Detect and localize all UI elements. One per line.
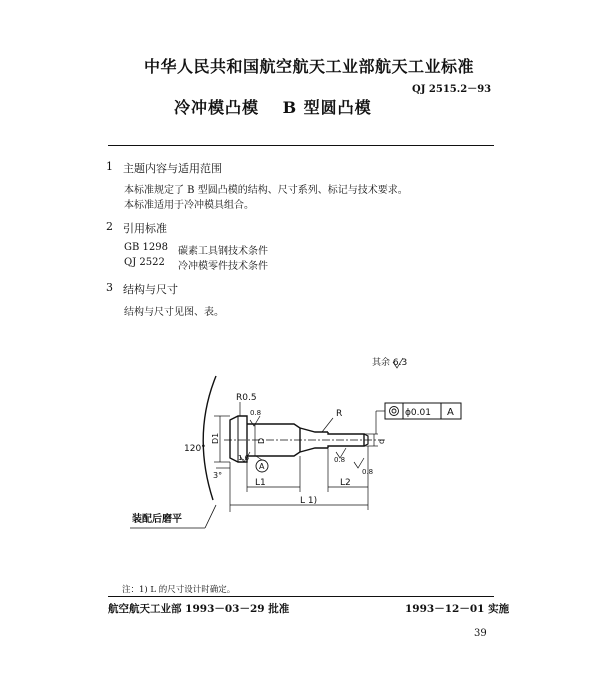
document-title: 冷冲模凸模 B 型圆凸模 bbox=[174, 98, 372, 117]
radius-r-label: R bbox=[336, 409, 343, 419]
footer-rule bbox=[108, 596, 494, 597]
roughness-b: 1.6 bbox=[238, 454, 250, 462]
radius-label: R0.5 bbox=[236, 393, 257, 403]
footnote: 注：1) L 的尺寸设计时确定。 bbox=[122, 585, 236, 595]
issuing-organization: 中华人民共和国航空航天工业部航天工业标准 bbox=[144, 57, 475, 76]
roughness-d: 0.8 bbox=[362, 468, 374, 476]
section-3-line-1: 结构与尺寸见图、表。 bbox=[124, 307, 224, 318]
datum-a-label: A bbox=[259, 462, 265, 471]
reference-title: 冷冲模零件技术条件 bbox=[178, 261, 268, 272]
section-number: 3 bbox=[106, 281, 113, 294]
implementation-date: 1993－12－01 实施 bbox=[405, 603, 510, 615]
angle-3-label: 3° bbox=[213, 471, 223, 480]
dim-l-label: L 1) bbox=[300, 496, 318, 506]
page-number: 39 bbox=[474, 628, 487, 639]
section-1-line-1: 本标准规定了 B 型圆凸模的结构、尺寸系列、标记与技术要求。 bbox=[124, 185, 408, 196]
tolerance-value: ϕ0.01 bbox=[405, 408, 431, 418]
dim-d1-label: D1 bbox=[211, 432, 220, 444]
section-1-line-2: 本标准适用于冷冲模具组合。 bbox=[124, 200, 254, 211]
roughness-symbol bbox=[354, 458, 364, 468]
dim-d-label: D bbox=[257, 437, 266, 444]
angle-label: 120° bbox=[184, 444, 206, 454]
assembly-note: 装配后磨平 bbox=[132, 514, 182, 525]
dim-l1-label: L1 bbox=[255, 478, 266, 488]
reference-code: QJ 2522 bbox=[124, 257, 165, 268]
section-title: 主题内容与适用范围 bbox=[123, 162, 222, 175]
concentricity-icon bbox=[390, 407, 399, 416]
section-title: 引用标准 bbox=[123, 222, 167, 235]
standard-number: QJ 2515.2－93 bbox=[412, 84, 492, 95]
roughness-a: 0.8 bbox=[250, 409, 262, 417]
dim-l2-label: L2 bbox=[340, 478, 351, 488]
reference-title: 碳素工具钢技术条件 bbox=[178, 246, 268, 257]
dim-d-small-label: d bbox=[377, 438, 386, 444]
approval-date: 航空航天工业部 1993－03－29 批准 bbox=[108, 603, 290, 615]
surface-roughness-note: 其余 6.3 bbox=[372, 358, 408, 368]
roughness-c: 0.8 bbox=[334, 456, 346, 464]
reference-code: GB 1298 bbox=[124, 242, 168, 253]
tolerance-datum: A bbox=[447, 407, 454, 418]
section-title: 结构与尺寸 bbox=[123, 283, 178, 296]
section-number: 2 bbox=[106, 220, 113, 233]
section-number: 1 bbox=[106, 160, 113, 173]
